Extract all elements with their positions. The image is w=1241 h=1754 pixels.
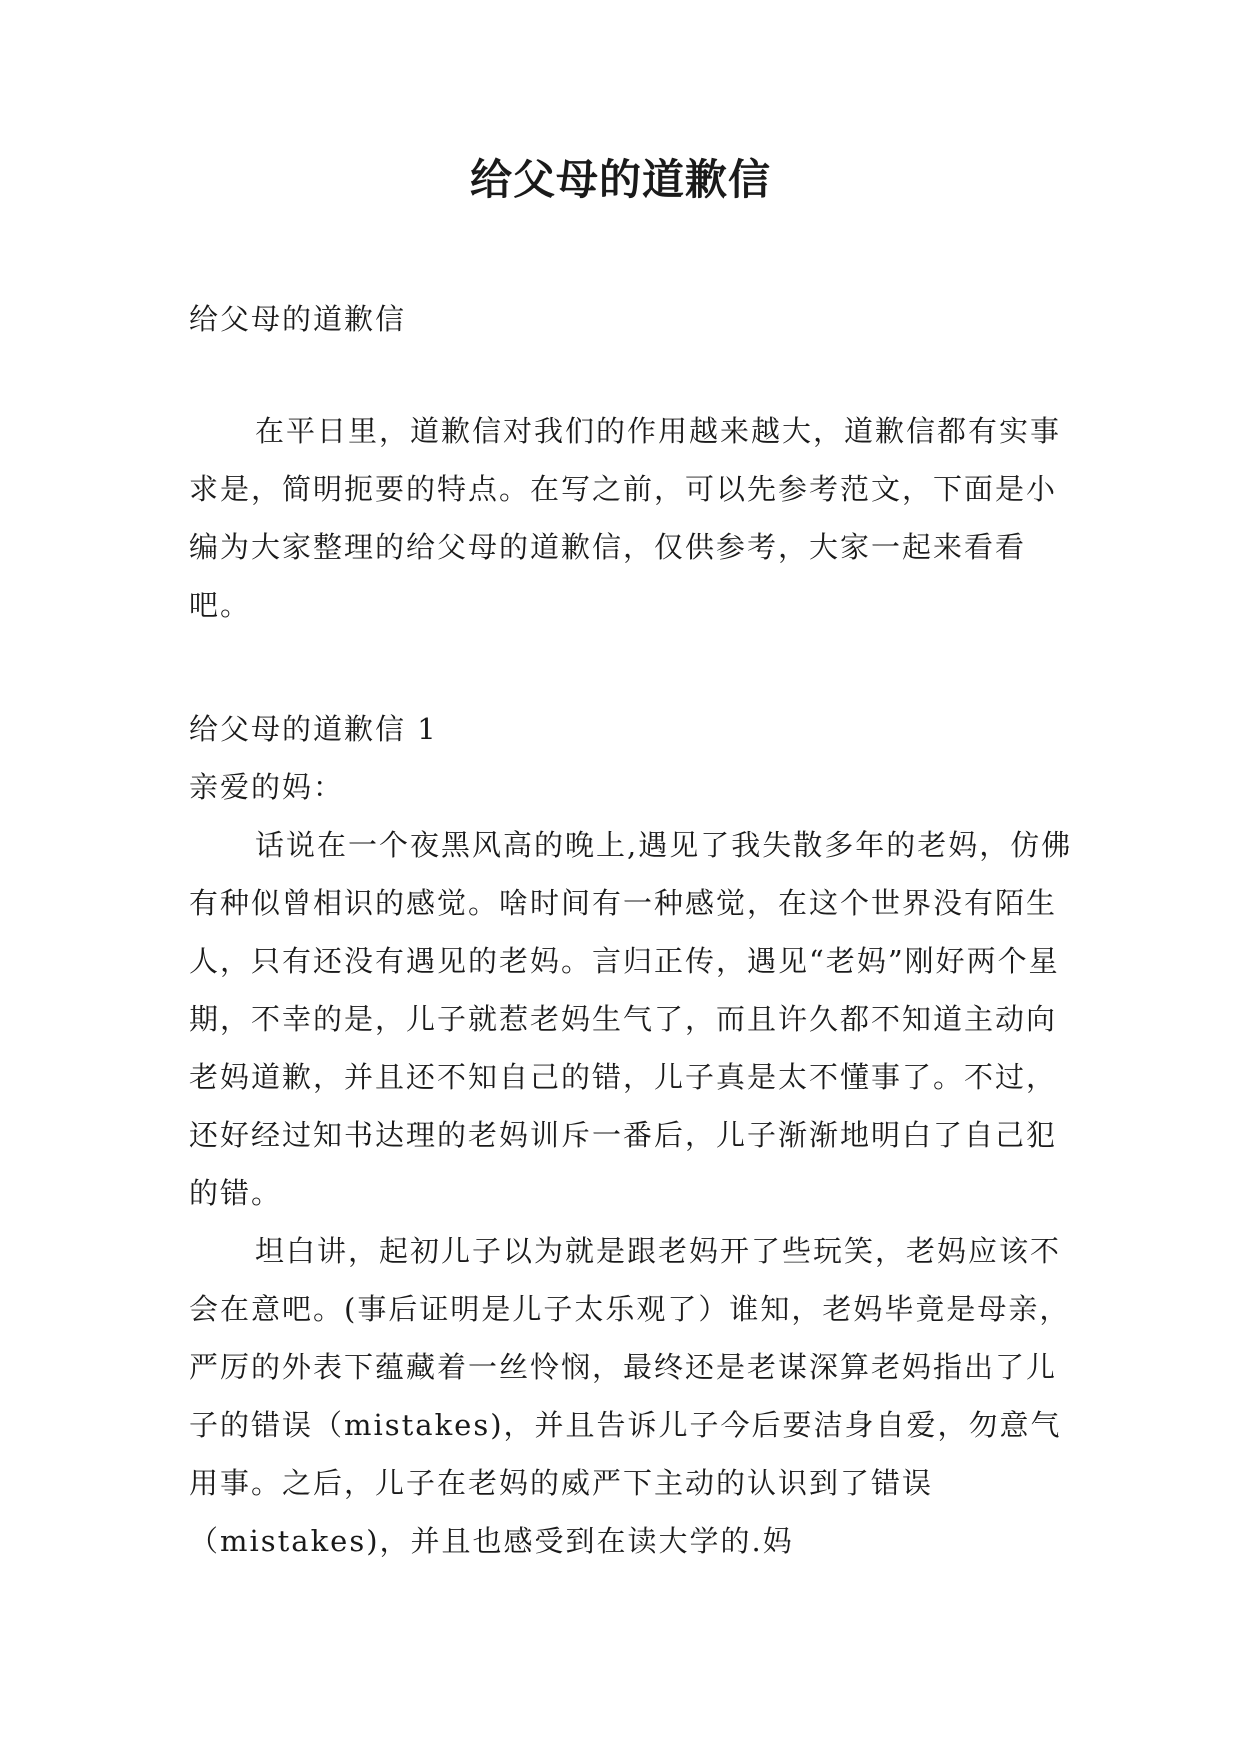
letter-greeting: 亲爱的妈： <box>189 770 345 804</box>
letter-paragraph-2: 坦白讲，起初儿子以为就是跟老妈开了些玩笑，老妈应该不会在意吧。(事后证明是儿子太乐观了）谁知，老妈毕竟是母亲，严厉的外表下蕴藏着一丝怜悯，最终还是老谋深算老妈指出了儿子的错误（mistakes)，并且告诉儿子今后要洁身自爱，勿意气用事。之后，儿子在老妈的威严下主动的认识到了错误（mistakes)，并且也感受到在读大学的.妈 <box>189 1234 1071 1558</box>
letter-paragraph-1: 话说在一个夜黑风高的晚上,遇见了我失散多年的老妈，仿佛有种似曾相识的感觉。啥时间有一种感觉，在这个世界没有陌生人，只有还没有遇见的老妈。言归正传，遇见“老妈”刚好两个星期，不幸的是，儿子就惹老妈生气了，而且许久都不知道主动向老妈道歉，并且还不知自己的错，儿子真是太不懂事了。不过，还好经过知书达理的老妈训斥一番后，儿子渐渐地明白了自己犯的错。 <box>189 828 1073 1210</box>
document-title: 给父母的道歉信 <box>469 155 771 204</box>
document-subtitle: 给父母的道歉信 <box>189 302 407 336</box>
letter-title: 给父母的道歉信 1 <box>189 712 438 746</box>
intro-paragraph: 在平日里，道歉信对我们的作用越来越大，道歉信都有实事求是，简明扼要的特点。在写之前，可以先参考范文，下面是小编为大家整理的给父母的道歉信，仅供参考，大家一起来看看吧。 <box>189 414 1062 622</box>
